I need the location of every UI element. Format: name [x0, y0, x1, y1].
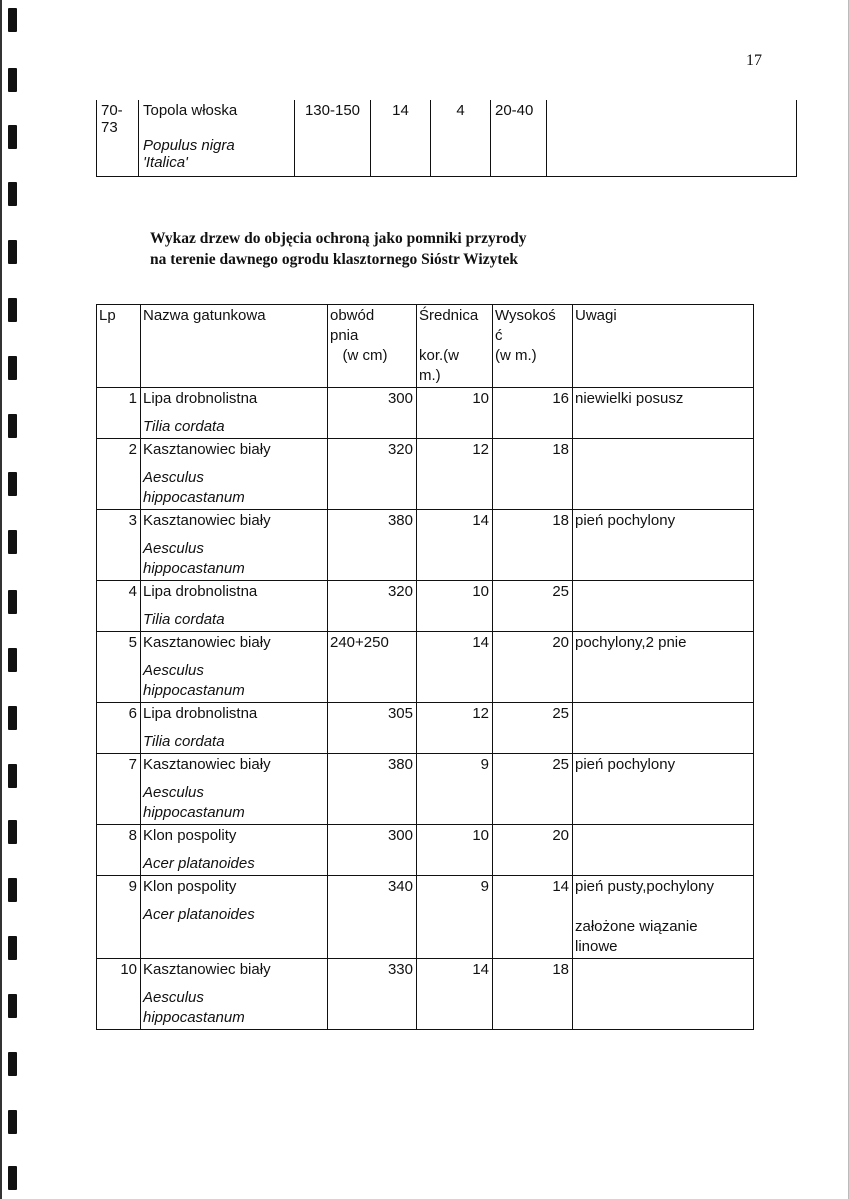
species-name: Topola włoska	[143, 102, 238, 119]
latin-name: Aesculus hippocastanum	[143, 989, 245, 1026]
species-name: Kasztanowiec biały	[143, 634, 271, 651]
table-row	[97, 388, 754, 439]
header-wysokosc: Wysokoś ć (w m.)	[493, 305, 573, 388]
binder-hole	[8, 706, 17, 730]
lp-value: 4	[128, 583, 137, 600]
latin-name: Aesculus hippocastanum	[143, 540, 245, 577]
cell-srednica	[417, 581, 493, 632]
cell-lp	[97, 703, 141, 754]
cell-name	[141, 959, 328, 1030]
cell-uwagi	[573, 825, 754, 876]
cell-obwod	[328, 581, 417, 632]
table-header-row	[97, 305, 754, 388]
table-row	[97, 959, 754, 1030]
trees-table	[96, 304, 754, 1030]
latin-name: Tilia cordata	[143, 418, 225, 435]
latin-name: Acer platanoides	[143, 906, 255, 923]
binder-hole	[8, 820, 17, 844]
cell-wysokosc	[493, 581, 573, 632]
cell-lp	[97, 388, 141, 439]
obwod-value: 240+250	[330, 634, 389, 651]
cell-srednica	[417, 825, 493, 876]
cell-uwagi	[547, 100, 797, 176]
cell-name	[141, 876, 328, 959]
wysokosc-value: 18	[552, 512, 569, 529]
cell-srednica	[417, 388, 493, 439]
latin-name: Aesculus hippocastanum	[143, 469, 245, 506]
cell-obwod	[328, 703, 417, 754]
obwod-value: 300	[387, 390, 413, 407]
header-uwagi: Uwagi	[573, 305, 754, 388]
binder-hole	[8, 648, 17, 672]
lp-value: 7	[128, 756, 137, 773]
obwod-value: 380	[387, 512, 413, 529]
uwagi-value: pień pochylony	[575, 512, 676, 529]
cell-name	[141, 388, 328, 439]
species-name: Kasztanowiec biały	[143, 512, 271, 529]
cell-srednica	[417, 439, 493, 510]
uwagi-value: pochylony,2 pnie	[575, 634, 687, 651]
page-number: 17	[746, 52, 762, 69]
cell-wysokosc	[493, 632, 573, 703]
cell-col3: 4	[431, 100, 491, 176]
species-name: Klon pospolity	[143, 878, 237, 895]
cell-srednica: 14	[371, 100, 431, 176]
binder-hole	[8, 994, 17, 1018]
latin-name: Aesculus hippocastanum	[143, 662, 245, 699]
table-row	[97, 632, 754, 703]
binder-hole	[8, 356, 17, 380]
cell-wysokosc	[493, 439, 573, 510]
cell-name	[141, 439, 328, 510]
wysokosc-value: 18	[552, 961, 569, 978]
cell-wysokosc	[493, 510, 573, 581]
cell-name	[141, 825, 328, 876]
srednica-value: 10	[472, 390, 489, 407]
lp-value: 6	[128, 705, 137, 722]
cell-obwod	[328, 388, 417, 439]
heading-line: na terenie dawnego ogrodu klasztornego Sióstr Wizytek	[150, 251, 518, 268]
wysokosc-value: 25	[552, 756, 569, 773]
binder-hole	[8, 414, 17, 438]
cell-lp	[97, 510, 141, 581]
binder-hole	[8, 125, 17, 149]
species-name: Kasztanowiec biały	[143, 441, 271, 458]
cell-lp	[97, 876, 141, 959]
latin-name: Tilia cordata	[143, 733, 225, 750]
cell-srednica	[417, 510, 493, 581]
cell-name	[141, 581, 328, 632]
binder-hole	[8, 8, 17, 32]
lp-value: 8	[128, 827, 137, 844]
section-heading	[150, 228, 670, 270]
binder-hole	[8, 1110, 17, 1134]
cell-obwod	[328, 825, 417, 876]
wysokosc-value: 18	[552, 441, 569, 458]
cell-srednica	[417, 876, 493, 959]
srednica-value: 14	[472, 634, 489, 651]
cell-wysokosc	[493, 876, 573, 959]
binder-holes	[8, 0, 18, 1199]
cell-obwod	[328, 510, 417, 581]
table-row	[97, 100, 797, 176]
binder-hole	[8, 298, 17, 322]
cell-lp	[97, 632, 141, 703]
srednica-value: 12	[472, 705, 489, 722]
cell-wysokosc	[493, 825, 573, 876]
obwod-value: 340	[387, 878, 413, 895]
wysokosc-value: 16	[552, 390, 569, 407]
table-row	[97, 703, 754, 754]
cell-wysokosc	[493, 959, 573, 1030]
srednica-value: 9	[480, 756, 489, 773]
srednica-value: 14	[472, 961, 489, 978]
species-name: Lipa drobnolistna	[143, 705, 258, 722]
cell-name	[141, 703, 328, 754]
cell-name	[141, 632, 328, 703]
lp-value: 9	[128, 878, 137, 895]
cell-srednica	[417, 959, 493, 1030]
wysokosc-value: 14	[552, 878, 569, 895]
lp-value: 70- 73	[101, 102, 123, 136]
binder-hole	[8, 764, 17, 788]
binder-hole	[8, 1166, 17, 1190]
header-obwod: obwód pnia (w cm)	[328, 305, 417, 388]
table-row	[97, 439, 754, 510]
lp-value: 2	[128, 441, 137, 458]
cell-obwod: 130-150	[295, 100, 371, 176]
latin-cultivar: 'Italica'	[143, 154, 188, 171]
binder-hole	[8, 472, 17, 496]
obwod-value: 320	[387, 441, 413, 458]
cell-name	[141, 510, 328, 581]
cell-uwagi	[573, 510, 754, 581]
binder-hole	[8, 878, 17, 902]
uwagi-value: pień pochylony	[575, 756, 676, 773]
latin-name: Acer platanoides	[143, 855, 255, 872]
wysokosc-value: 25	[552, 705, 569, 722]
cell-obwod	[328, 754, 417, 825]
wysokosc-value: 20	[552, 634, 569, 651]
header-nazwa: Nazwa gatunkowa	[141, 305, 328, 388]
cell-lp	[97, 825, 141, 876]
latin-name: Aesculus hippocastanum	[143, 784, 245, 821]
latin-name: Tilia cordata	[143, 611, 225, 628]
cell-obwod	[328, 959, 417, 1030]
cell-srednica	[417, 632, 493, 703]
table-row	[97, 876, 754, 959]
cell-lp	[97, 439, 141, 510]
header-srednica: Średnica kor.(w m.)	[417, 305, 493, 388]
binder-hole	[8, 68, 17, 92]
obwod-value: 380	[387, 756, 413, 773]
species-name: Klon pospolity	[143, 827, 237, 844]
cell-srednica	[417, 754, 493, 825]
wysokosc-value: 25	[552, 583, 569, 600]
lp-value: 3	[128, 512, 137, 529]
binder-hole	[8, 590, 17, 614]
obwod-value: 320	[387, 583, 413, 600]
table-row	[97, 754, 754, 825]
cell-uwagi	[573, 754, 754, 825]
species-name: Kasztanowiec biały	[143, 961, 271, 978]
cell-name	[139, 100, 295, 176]
species-name: Lipa drobnolistna	[143, 390, 258, 407]
cell-name	[141, 754, 328, 825]
cell-lp	[97, 581, 141, 632]
binder-hole	[8, 240, 17, 264]
srednica-value: 10	[472, 827, 489, 844]
table-row	[97, 825, 754, 876]
table-row	[97, 510, 754, 581]
binder-hole	[8, 182, 17, 206]
cell-uwagi	[573, 876, 754, 959]
lp-value: 1	[128, 390, 137, 407]
cell-wysokosc	[493, 703, 573, 754]
obwod-value: 300	[387, 827, 413, 844]
continuation-table	[96, 100, 797, 177]
species-name: Lipa drobnolistna	[143, 583, 258, 600]
cell-lp	[97, 754, 141, 825]
cell-uwagi	[573, 388, 754, 439]
cell-wysokosc: 20-40	[491, 100, 547, 176]
srednica-value: 10	[472, 583, 489, 600]
uwagi-value: niewielki posusz	[575, 390, 684, 407]
cell-obwod	[328, 632, 417, 703]
cell-wysokosc	[493, 754, 573, 825]
species-name: Kasztanowiec biały	[143, 756, 271, 773]
lp-value: 10	[120, 961, 137, 978]
cell-uwagi	[573, 439, 754, 510]
srednica-value: 12	[472, 441, 489, 458]
latin-name: Populus nigra	[143, 137, 235, 154]
header-lp: Lp	[97, 305, 141, 388]
cell-uwagi	[573, 632, 754, 703]
cell-wysokosc	[493, 388, 573, 439]
srednica-value: 14	[472, 512, 489, 529]
heading-line: Wykaz drzew do objęcia ochroną jako pomniki przyrody	[150, 230, 527, 247]
cell-uwagi	[573, 959, 754, 1030]
cell-uwagi	[573, 703, 754, 754]
srednica-value: 9	[480, 878, 489, 895]
cell-srednica	[417, 703, 493, 754]
lp-value: 5	[128, 634, 137, 651]
cell-lp	[97, 100, 139, 176]
wysokosc-value: 20	[552, 827, 569, 844]
uwagi-value: pień pusty,pochylony założone wiązanie linowe	[575, 878, 714, 955]
table-row	[97, 581, 754, 632]
cell-obwod	[328, 439, 417, 510]
obwod-value: 330	[387, 961, 413, 978]
obwod-value: 305	[387, 705, 413, 722]
binder-hole	[8, 1052, 17, 1076]
binder-hole	[8, 936, 17, 960]
cell-uwagi	[573, 581, 754, 632]
cell-obwod	[328, 876, 417, 959]
cell-lp	[97, 959, 141, 1030]
binder-hole	[8, 530, 17, 554]
